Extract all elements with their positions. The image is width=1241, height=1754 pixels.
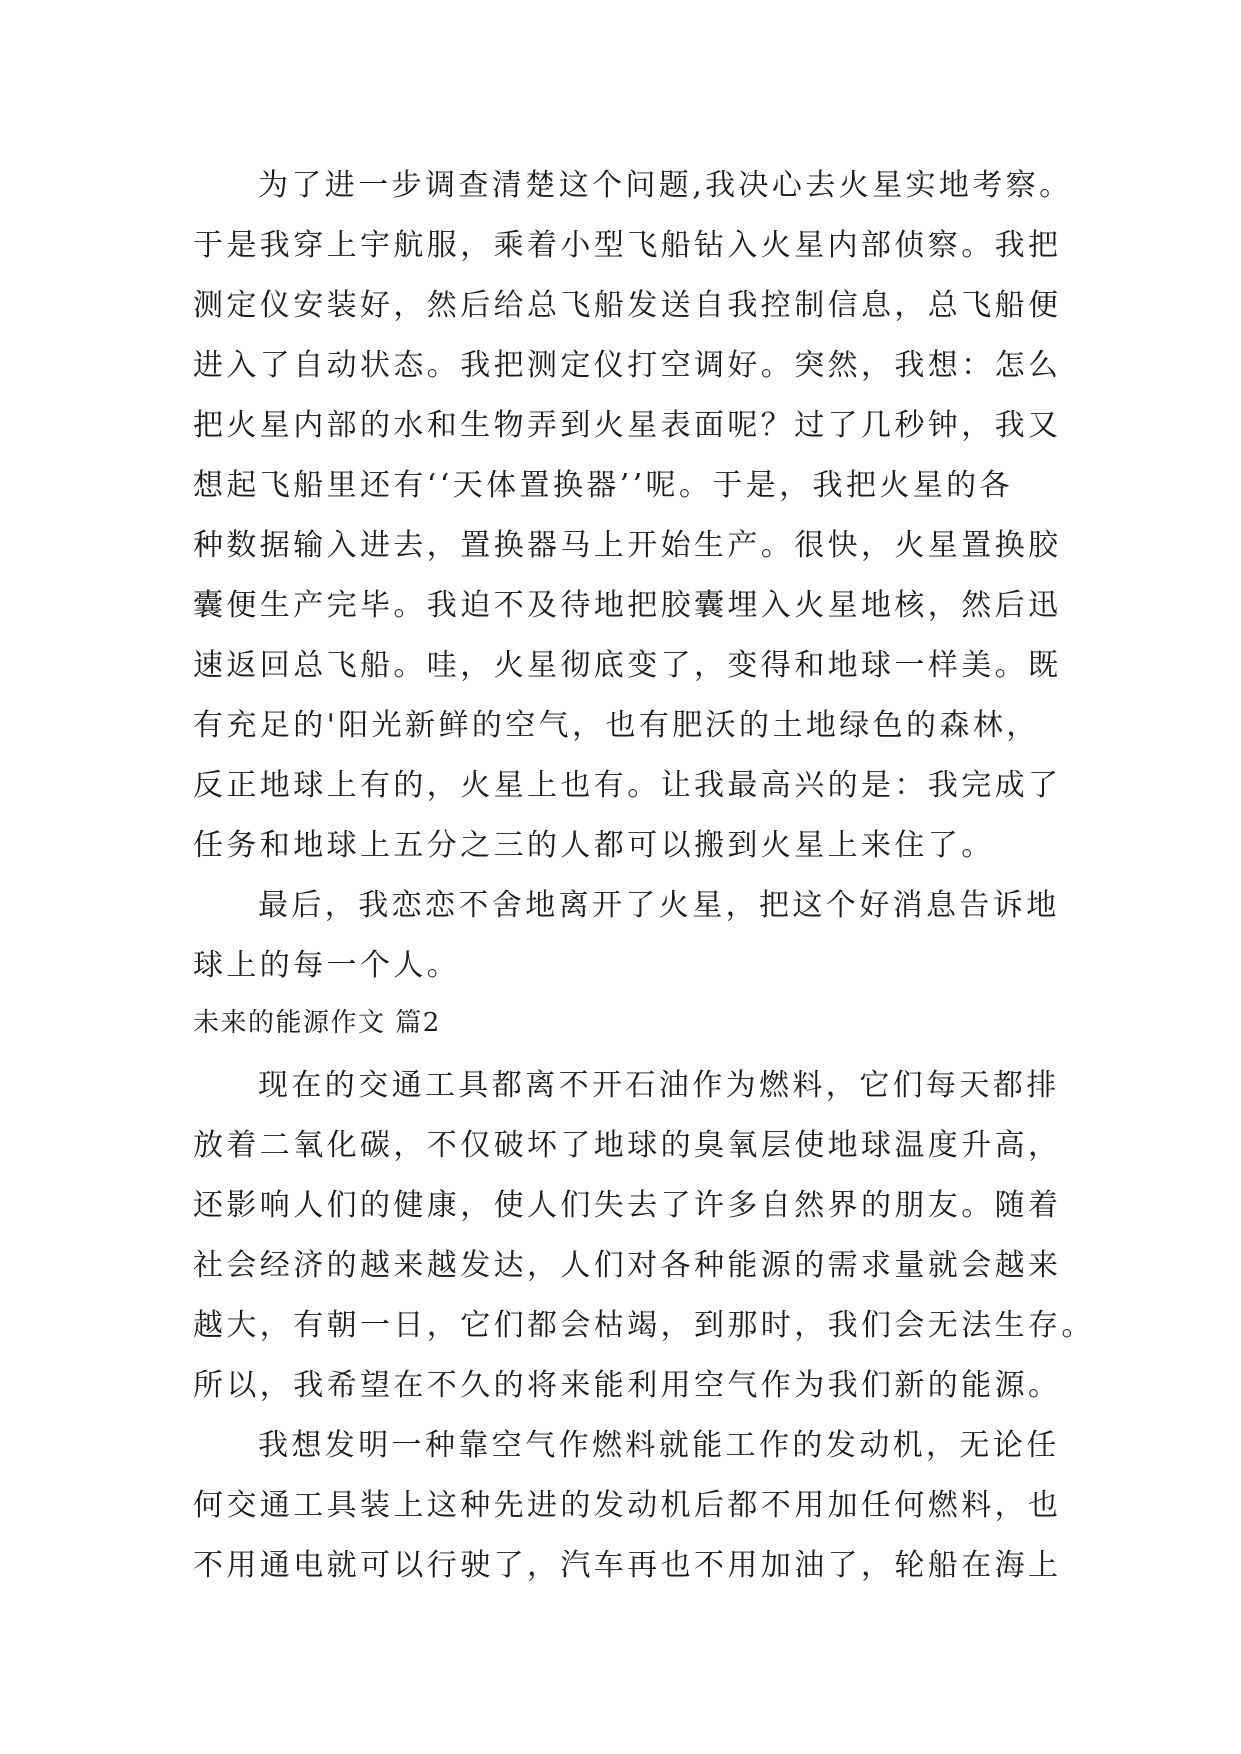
paragraph-line: 反正地球上有的，火星上也有。让我最高兴的是：我完成了 <box>193 768 1062 803</box>
paragraph-line: 放着二氧化碳，不仅破坏了地球的臭氧层使地球温度升高， <box>193 1128 1062 1163</box>
paragraph-line: 把火星内部的水和生物弄到火星表面呢？过了几秒钟，我又 <box>193 408 1062 443</box>
paragraph-line: 进入了自动状态。我把测定仪打空调好。突然，我想：怎么 <box>193 348 1062 383</box>
paragraph-line: 任务和地球上五分之三的人都可以搬到火星上来住了。 <box>193 828 995 863</box>
paragraph-line: 不用通电就可以行驶了，汽车再也不用加油了，轮船在海上 <box>193 1548 1062 1583</box>
paragraph-line: 现在的交通工具都离不开石油作为燃料，它们每天都排 <box>258 1068 1060 1103</box>
paragraph-line: 速返回总飞船。哇，火星彻底变了，变得和地球一样美。既 <box>193 648 1062 683</box>
paragraph-line: 于是我穿上宇航服，乘着小型飞船钻入火星内部侦察。我把 <box>193 228 1062 263</box>
paragraph-line: 何交通工具装上这种先进的发动机后都不用加任何燃料，也 <box>193 1488 1062 1523</box>
paragraph-line: 种数据输入进去，置换器马上开始生产。很快，火星置换胶 <box>193 528 1062 563</box>
paragraph-line: 球上的每一个人。 <box>193 948 461 983</box>
paragraph-line: 有充足的'阳光新鲜的空气，也有肥沃的土地绿色的森林， <box>193 708 1040 743</box>
paragraph-line: 社会经济的越来越发达，人们对各种能源的需求量就会越来 <box>193 1248 1062 1283</box>
paragraph-line: 所以，我希望在不久的将来能利用空气作为我们新的能源。 <box>193 1368 1062 1403</box>
paragraph-line: 想起飞船里还有‘‘天体置换器’’呢。于是，我把火星的各 <box>193 468 1013 503</box>
paragraph-line: 为了进一步调查清楚这个问题,我决心去火星实地考察。 <box>258 168 1073 203</box>
section-heading: 未来的能源作文 篇2 <box>193 1008 441 1038</box>
paragraph-line: 测定仪安装好，然后给总飞船发送自我控制信息，总飞船便 <box>193 288 1062 323</box>
paragraph-line: 囊便生产完毕。我迫不及待地把胶囊埋入火星地核，然后迅 <box>193 588 1062 623</box>
paragraph-line: 越大，有朝一日，它们都会枯竭，到那时，我们会无法生存。 <box>193 1308 1095 1343</box>
paragraph-line: 还影响人们的健康，使人们失去了许多自然界的朋友。随着 <box>193 1188 1062 1223</box>
paragraph-line: 最后，我恋恋不舍地离开了火星，把这个好消息告诉地 <box>258 888 1060 923</box>
paragraph-line: 我想发明一种靠空气作燃料就能工作的发动机，无论任 <box>258 1428 1060 1463</box>
